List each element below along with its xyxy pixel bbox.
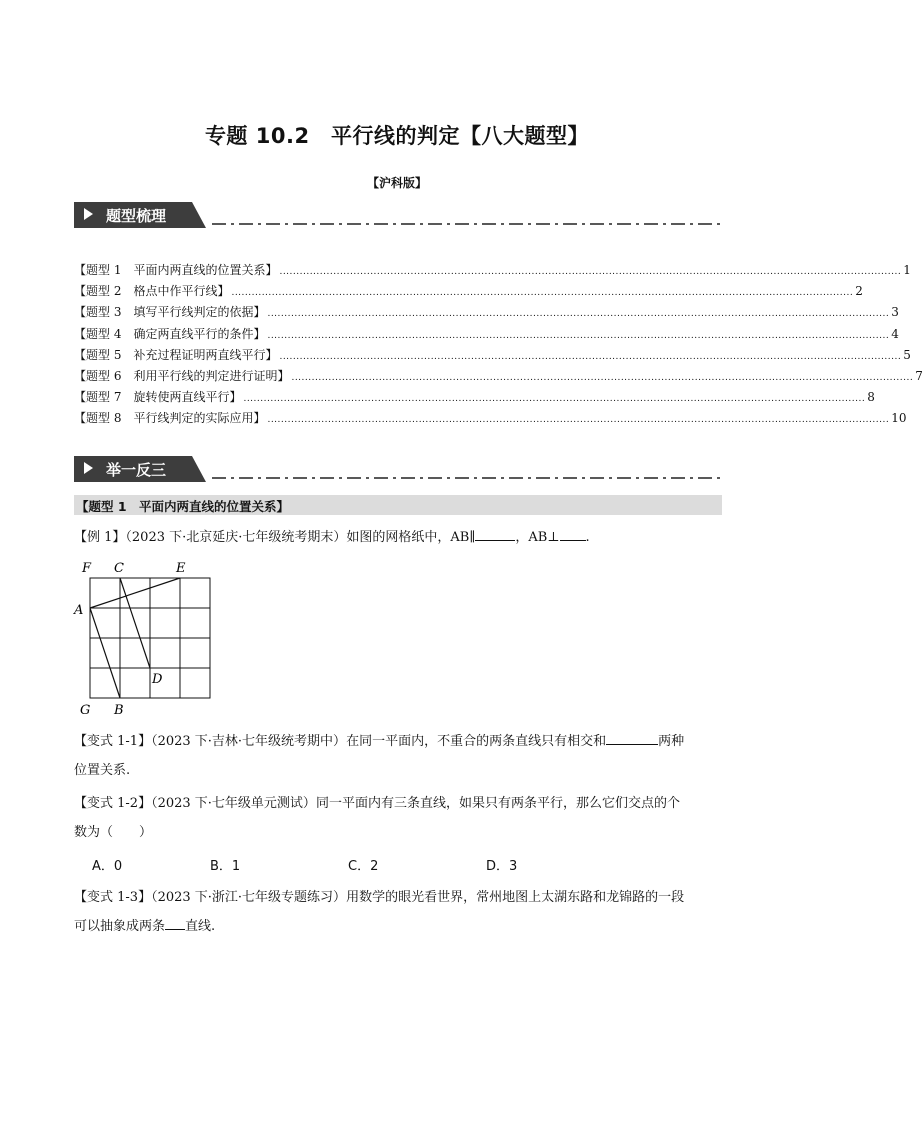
variant-text: 同一平面内有三条直线，如果只有两条平行，那么它们交点的个 <box>315 796 680 811</box>
toc-leader-dots: ......................................................................................................................................................................................... <box>291 372 914 383</box>
answer-blank[interactable] <box>165 915 185 930</box>
example-text: 如图的网格纸中，AB∥ <box>346 530 476 545</box>
point-label-g: G <box>80 703 91 718</box>
toc-page-number: 3 <box>891 305 899 320</box>
toc-label[interactable]: 【题型 6 利用平行线的判定进行证明】 <box>74 368 290 383</box>
section-bar-graphic <box>74 454 722 484</box>
toc-leader-dots: ......................................................................................................................................................................................... <box>243 394 866 405</box>
variant-text: 在同一平面内，不重合的两条直线只有相交和 <box>346 734 607 749</box>
toc-leader-dots: ......................................................................................................................................................................................... <box>279 351 902 362</box>
toc-leader-dots: ......................................................................................................................................................................................... <box>267 309 890 320</box>
section-bar-summary <box>74 200 722 230</box>
toc-label[interactable]: 【题型 8 平行线判定的实际应用】 <box>74 411 266 426</box>
example-tag: 【例 1】 <box>74 530 126 545</box>
point-label-e: E <box>176 561 186 576</box>
toc-label[interactable]: 【题型 3 填写平行线判定的依据】 <box>74 305 266 320</box>
answer-blank[interactable] <box>560 526 586 541</box>
variant-text-line2: 位置关系. <box>74 763 131 778</box>
toc-row[interactable] <box>74 302 899 323</box>
variant-text: 两种 <box>658 734 685 749</box>
variant-text: 用数学的眼光看世界，常州地图上太湖东路和龙锦路的一段 <box>346 890 685 905</box>
toc-page-number: 10 <box>891 411 907 426</box>
option-a[interactable]: A．0 <box>92 859 123 874</box>
option-d[interactable]: D．3 <box>486 859 518 874</box>
toc-row[interactable] <box>74 408 907 429</box>
variant-source: （2023 下·浙江·七年级专题练习） <box>151 890 347 905</box>
toc-row[interactable] <box>74 324 899 345</box>
variant-text-line2: 数为（ ） <box>74 825 153 840</box>
variant-tag: 【变式 1-3】 <box>74 890 152 905</box>
toc-leader-dots: ......................................................................................................................................................................................... <box>231 288 854 299</box>
point-label-f: F <box>82 561 92 576</box>
toc-page-number: 2 <box>855 284 863 299</box>
toc-label[interactable]: 【题型 5 补充过程证明两直线平行】 <box>74 347 278 362</box>
topic-heading-text: 【题型 1 平面内两直线的位置关系】 <box>76 499 290 514</box>
example-text: ，AB⊥ <box>515 530 560 545</box>
toc-page-number: 1 <box>903 263 911 277</box>
toc-row[interactable] <box>74 281 863 302</box>
grid-figure <box>72 558 222 718</box>
toc-row[interactable] <box>74 366 923 387</box>
variant-tag: 【变式 1-2】 <box>74 796 152 811</box>
toc-leader-dots: ......................................................................................................................................................................................... <box>267 415 890 426</box>
point-label-c: C <box>114 561 124 576</box>
toc-leader-dots: ......................................................................................................................................................................................... <box>279 267 902 277</box>
segment-cd <box>120 578 150 668</box>
option-b[interactable]: B．1 <box>210 859 241 874</box>
toc-row[interactable] <box>74 345 911 366</box>
toc-label[interactable]: 【题型 4 确定两直线平行的条件】 <box>74 326 266 341</box>
section-bar-graphic <box>74 200 722 230</box>
grid-lines <box>90 578 210 698</box>
example-text: . <box>585 530 590 545</box>
toc-row[interactable] <box>74 260 911 281</box>
section-label-summary: 题型梳理 <box>106 207 167 225</box>
toc-label[interactable]: 【题型 7 旋转使两直线平行】 <box>74 390 242 405</box>
answer-blank[interactable] <box>606 730 658 745</box>
toc-page-number: 4 <box>891 326 899 341</box>
topic-heading <box>74 495 722 515</box>
segment-ab <box>90 608 120 698</box>
toc-label[interactable]: 【题型 1 平面内两直线的位置关系】 <box>74 263 278 277</box>
point-label-b: B <box>114 703 124 718</box>
toc-page-number: 7 <box>915 368 923 383</box>
variant-text: 可以抽象成两条 <box>74 919 166 934</box>
point-label-d: D <box>152 672 163 687</box>
variant-source: （2023 下·吉林·七年级统考期中） <box>151 734 347 749</box>
edition-label: 【沪科版】 <box>366 176 427 190</box>
variant-text: 直线. <box>185 919 216 934</box>
variant-1-1 <box>74 727 724 785</box>
toc-label[interactable]: 【题型 2 格点中作平行线】 <box>74 284 230 299</box>
toc-row[interactable] <box>74 387 875 408</box>
option-c[interactable]: C．2 <box>348 859 379 874</box>
variant-1-2 <box>74 789 724 847</box>
variant-tag: 【变式 1-1】 <box>74 734 152 749</box>
section-bar-practice <box>74 454 722 484</box>
variant-source: （2023 下·七年级单元测试） <box>151 796 316 811</box>
answer-blank[interactable] <box>475 526 515 541</box>
point-label-a: A <box>74 603 84 618</box>
section-label-practice: 举一反三 <box>106 461 167 479</box>
example-source: （2023 下·北京延庆·七年级统考期末） <box>125 530 347 545</box>
toc-page-number: 5 <box>903 347 911 362</box>
example-1 <box>74 523 724 552</box>
page-title: 专题 10.2 平行线的判定【八大题型】 <box>204 124 590 148</box>
toc-leader-dots: ......................................................................................................................................................................................... <box>267 330 890 341</box>
table-of-contents <box>74 260 923 430</box>
segment-ae <box>90 578 180 608</box>
toc-page-number: 8 <box>867 390 875 405</box>
variant-1-3 <box>74 883 724 941</box>
